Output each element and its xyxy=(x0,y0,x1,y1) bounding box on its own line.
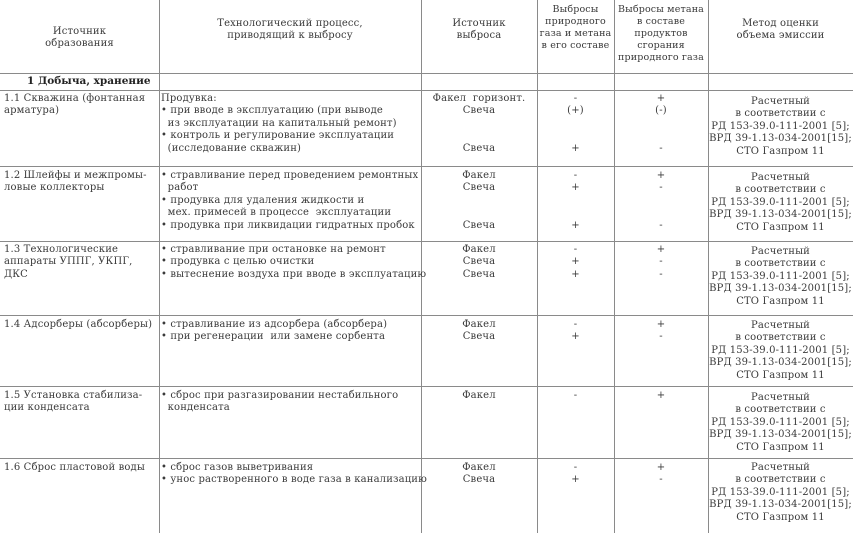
row-source: 1.1 Скважина (фонтанная арматура) xyxy=(4,93,146,117)
row-divider xyxy=(0,386,853,387)
row-methane: + - xyxy=(656,462,666,486)
header-methane-products: Выбросы метана в составе продуктов сгорания природного газа xyxy=(618,4,704,63)
row-methane: + xyxy=(656,390,666,401)
row-emission-source: Факел Свеча Свеча xyxy=(462,170,496,231)
row-methane: + - - xyxy=(656,170,666,231)
row-source: 1.3 Технологические аппараты УППГ, УКПГ, ДКС xyxy=(4,244,133,280)
section-title: 1 Добыча, хранение xyxy=(27,75,151,87)
row-method: Расчетный в соответствии с РД 153-39.0-111-2001 [5]; ВРД 39-1.13-034-2001[15]; СТО Газпром 11 xyxy=(709,246,852,307)
row-divider xyxy=(0,90,853,91)
row-source: 1.5 Установка стабилиза- ции конденсата xyxy=(4,390,143,414)
row-natural-gas: - + xyxy=(571,319,580,343)
header-bottom-border xyxy=(0,73,853,74)
header-method: Метод оценки объема эмиссии xyxy=(736,18,825,42)
row-methane: + - - xyxy=(656,244,666,280)
row-divider xyxy=(0,241,853,242)
row-natural-gas: - + + xyxy=(571,244,580,280)
row-natural-gas: - + + xyxy=(571,170,580,231)
row-source: 1.2 Шлейфы и межпромы- ловые коллекторы xyxy=(4,170,147,194)
row-divider xyxy=(0,166,853,167)
row-natural-gas: - xyxy=(573,390,578,401)
row-method: Расчетный в соответствии с РД 153-39.0-111-2001 [5]; ВРД 39-1.13-034-2001[15]; СТО Газпром 11 xyxy=(709,96,852,157)
row-emission-source: Факел Свеча xyxy=(462,319,496,343)
row-process: • стравливание перед проведением ремонтных работ • продувка для удаления жидкости и мех. примесей в процессе эксплуатации • продувка при ликвидации гидратных пробок xyxy=(161,170,419,231)
row-source: 1.6 Сброс пластовой воды xyxy=(4,462,145,473)
row-method: Расчетный в соответствии с РД 153-39.0-111-2001 [5]; ВРД 39-1.13-034-2001[15]; СТО Газпром 11 xyxy=(709,392,852,453)
row-methane: + (-) - xyxy=(655,93,667,154)
column-divider xyxy=(159,0,160,533)
row-process: • стравливание при остановке на ремонт • продувка с целью очистки • вытеснение воздуха при вводе в эксплуатацию xyxy=(161,244,427,280)
row-emission-source: Факел Свеча Свеча xyxy=(462,244,496,280)
row-emission-source: Факел Свеча xyxy=(462,462,496,486)
header-process: Технологический процесс, приводящий к выбросу xyxy=(217,18,363,42)
row-method: Расчетный в соответствии с РД 153-39.0-111-2001 [5]; ВРД 39-1.13-034-2001[15]; СТО Газпром 11 xyxy=(709,320,852,381)
row-process: • сброс при разгазировании нестабильного конденсата xyxy=(161,390,399,414)
row-process: • стравливание из адсорбера (абсорбера) • при регенерации или замене сорбента xyxy=(161,319,388,343)
row-divider xyxy=(0,458,853,459)
row-process: • сброс газов выветривания • унос растворенного в воде газа в канализацию xyxy=(161,462,427,486)
row-source: 1.4 Адсорберы (абсорберы) xyxy=(4,319,153,330)
row-methane: + - xyxy=(656,319,666,343)
header-source-emission: Источник выброса xyxy=(452,18,506,42)
row-method: Расчетный в соответствии с РД 153-39.0-111-2001 [5]; ВРД 39-1.13-034-2001[15]; СТО Газпром 11 xyxy=(709,462,852,523)
header-source-formation: Источник образования xyxy=(45,26,114,50)
row-method: Расчетный в соответствии с РД 153-39.0-111-2001 [5]; ВРД 39-1.13-034-2001[15]; СТО Газпром 11 xyxy=(709,172,852,233)
row-emission-source: Факел xyxy=(462,390,496,401)
row-natural-gas: - + xyxy=(571,462,580,486)
row-divider xyxy=(0,315,853,316)
row-natural-gas: - (+) + xyxy=(567,93,584,154)
header-natural-gas: Выбросы природного газа и метана в его составе xyxy=(539,4,612,51)
row-emission-source: Факел горизонт. Свеча Свеча xyxy=(432,93,526,154)
row-process: Продувка: • при вводе в эксплуатацию (при выводе из эксплуатации на капитальный ремонт) • контроль и регулирование эксплуатации (исследование скважин) xyxy=(161,93,397,154)
